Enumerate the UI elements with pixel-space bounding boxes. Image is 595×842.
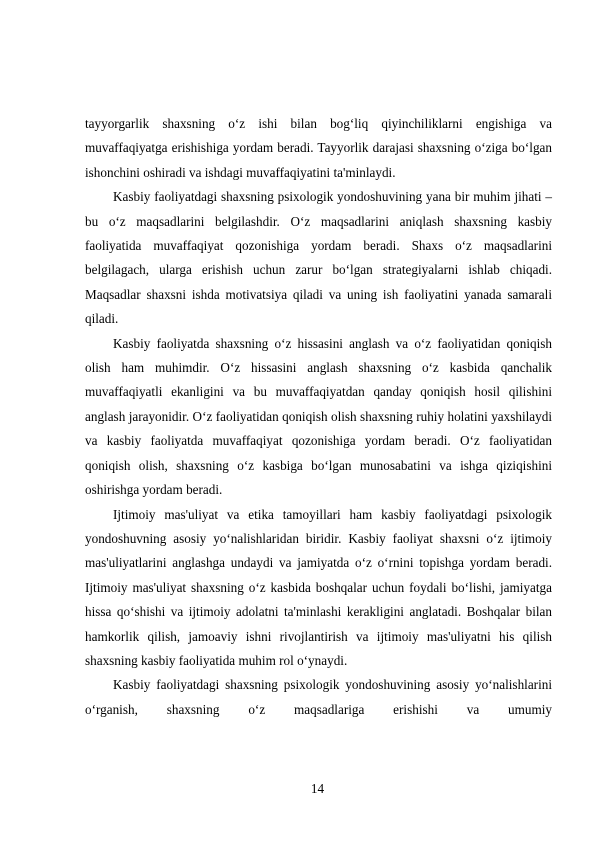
paragraph: tayyorgarlik shaxsning o‘z ishi bilan bog‘liq qiyinchiliklarni engishiga va muvaffaqiyatga erishishiga yordam beradi. Tayyorlik darajasi shaxsning o‘ziga bo‘lgan ishonchini oshiradi va ishdagi muvaffaqiyatini ta'minlaydi. [85, 116, 552, 180]
paragraph: Kasbiy faoliyatdagi shaxsning psixologik yondoshuvining asosiy yo‘nalishlarini o‘rganish, shaxsning o‘z maqsadlariga erishishi va umumiy [85, 677, 552, 717]
paragraph: Kasbiy faoliyatda shaxsning o‘z hissasini anglash va o‘z faoliyatidan qoniqish olish ham muhimdir. O‘z hissasini anglash shaxsning o‘z kasbida qanchalik muvaffaqiyatli ekanligini va bu muvaffaqiyatdan qanday qoniqish hosil qilishini anglash jarayonidir. O‘z faoliyatidan qoniqish olish shaxsning ruhiy holatini yaxshilaydi va kasbiy faoliyatda muvaffaqiyat qozonishiga yordam beradi. O‘z faoliyatidan qoniqish olish, shaxsning o‘z kasbiga bo‘lgan munosabatini va ishga qiziqishini oshirishga yordam beradi. [85, 335, 552, 498]
page-number: 14 [310, 781, 325, 796]
paragraph: Kasbiy faoliyatdagi shaxsning psixologik yondoshuvining yana bir muhim jihati – bu o‘z maqsadlarini belgilashdir. O‘z maqsadlarini aniqlash shaxsning kasbiy faoliyatida muvaffaqiyat qozonishiga yordam beradi. Shaxs o‘z maqsadlarini belgilagach, ularga erishish uchun zarur bo‘lgan strategiyalarni ishlab chiqadi. Maqsadlar shaxsni ishda motivatsiya qiladi va uning ish faoliyatini yanada samarali qiladi. [85, 189, 552, 327]
document-page [85, 112, 552, 722]
paragraph: Ijtimoiy mas'uliyat va etika tamoyillari ham kasbiy faoliyatdagi psixologik yondoshuvning asosiy yo‘nalishlaridan biridir. Kasbiy faoliyat shaxsni o‘z ijtimoiy mas'uliyatlarini anglashga undaydi va jamiyatda o‘z o‘rnini topishga yordam beradi. Ijtimoiy mas'uliyat shaxsning o‘z kasbida boshqalar uchun foydali bo‘lishi, jamiyatga hissa qo‘shishi va ijtimoiy adolatni ta'minlashi kerakligini anglatadi. Boshqalar bilan hamkorlik qilish, jamoaviy ishni rivojlantirish va ijtimoiy mas'uliyatni his qilish shaxsning kasbiy faoliyatida muhim rol o‘ynaydi. [85, 506, 552, 668]
